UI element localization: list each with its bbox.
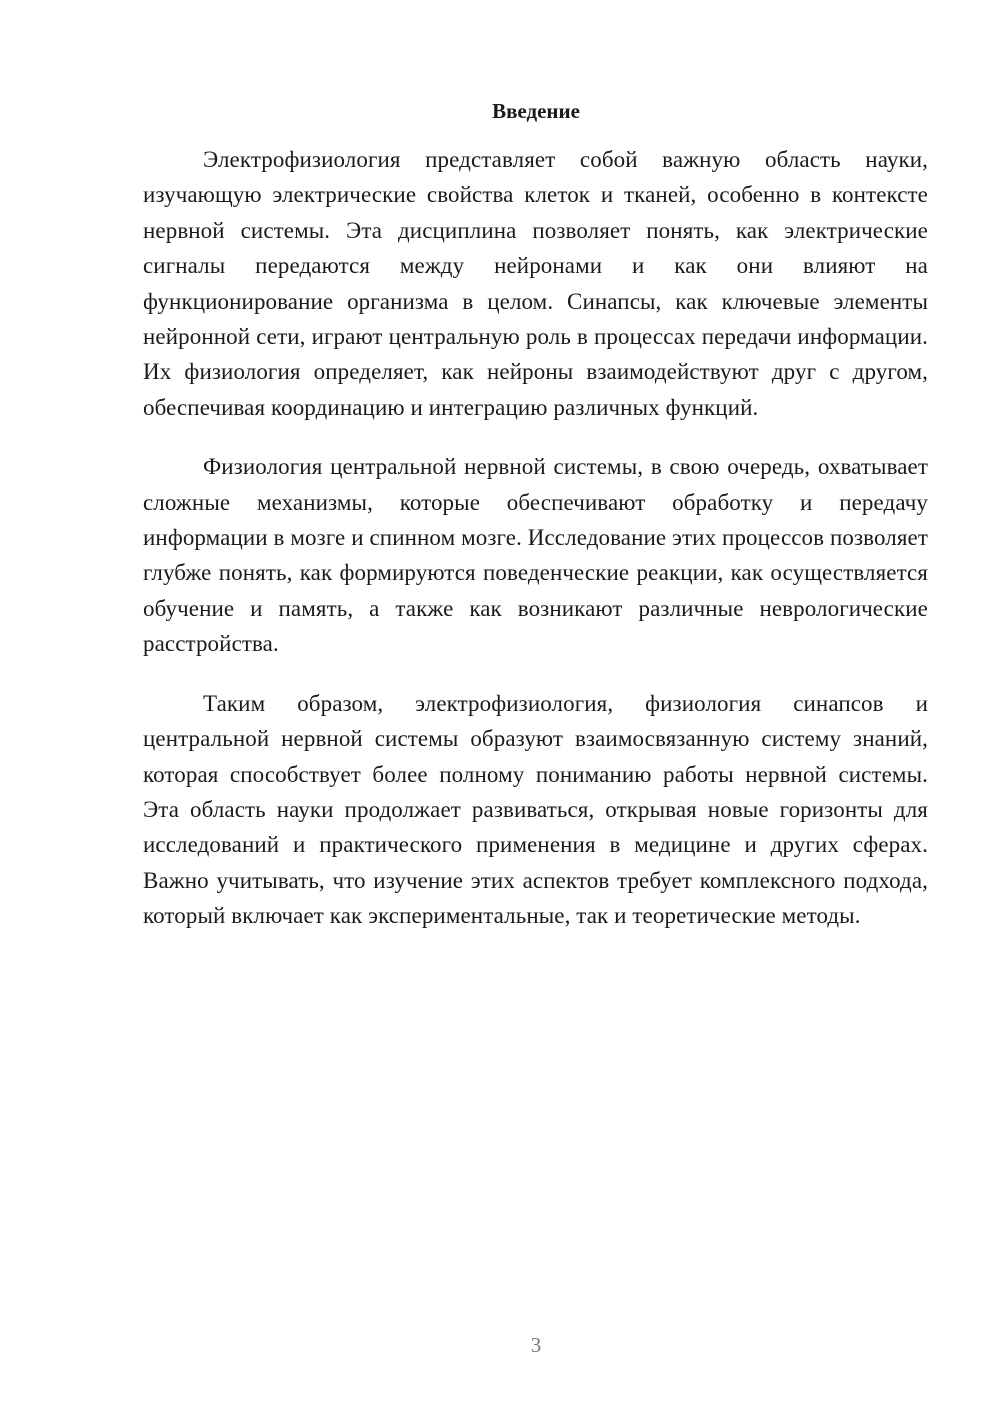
paragraph-cns-physiology: Физиология центральной нервной системы, в свою очередь, охватывает сложные механизмы, которые обеспечивают обработку и передачу информации в мозге и спинном мозге. Исследование этих процессов позволяет глубже понять, как формируются поведенческие реакции, как осуществляется обучение и память, а также как возникают различные неврологические расстройства. — [143, 454, 928, 657]
paragraph-conclusion: Таким образом, электрофизиология, физиология синапсов и центральной нервной системы образуют взаимосвязанную систему знаний, которая способствует более полному пониманию работы нервной системы. Эта область науки продолжает развиваться, открывая новые горизонты для исследований и практического применения в медицине и других сферах. Важно учитывать, что изучение этих аспектов требует комплексного подхода, который включает как экспериментальные, так и теоретические методы. — [143, 690, 928, 929]
paragraph-intro-electrophysiology: Электрофизиология представляет собой важную область науки, изучающую электрические свойства клеток и тканей, особенно в контексте нервной системы. Эта дисциплина позволяет понять, как электрические сигналы передаются между нейронами и как они влияют на функционирование организма в целом. Синапсы, как ключевые элементы нейронной сети, играют центральную роль в процессах передачи информации. Их физиология определяет, как нейроны взаимодействуют друг с другом, обеспечивая координацию и интеграцию различных функций. — [143, 147, 928, 420]
body-text — [143, 142, 928, 958]
page-number: 3 — [530, 1333, 542, 1357]
section-title: Введение — [492, 99, 580, 123]
